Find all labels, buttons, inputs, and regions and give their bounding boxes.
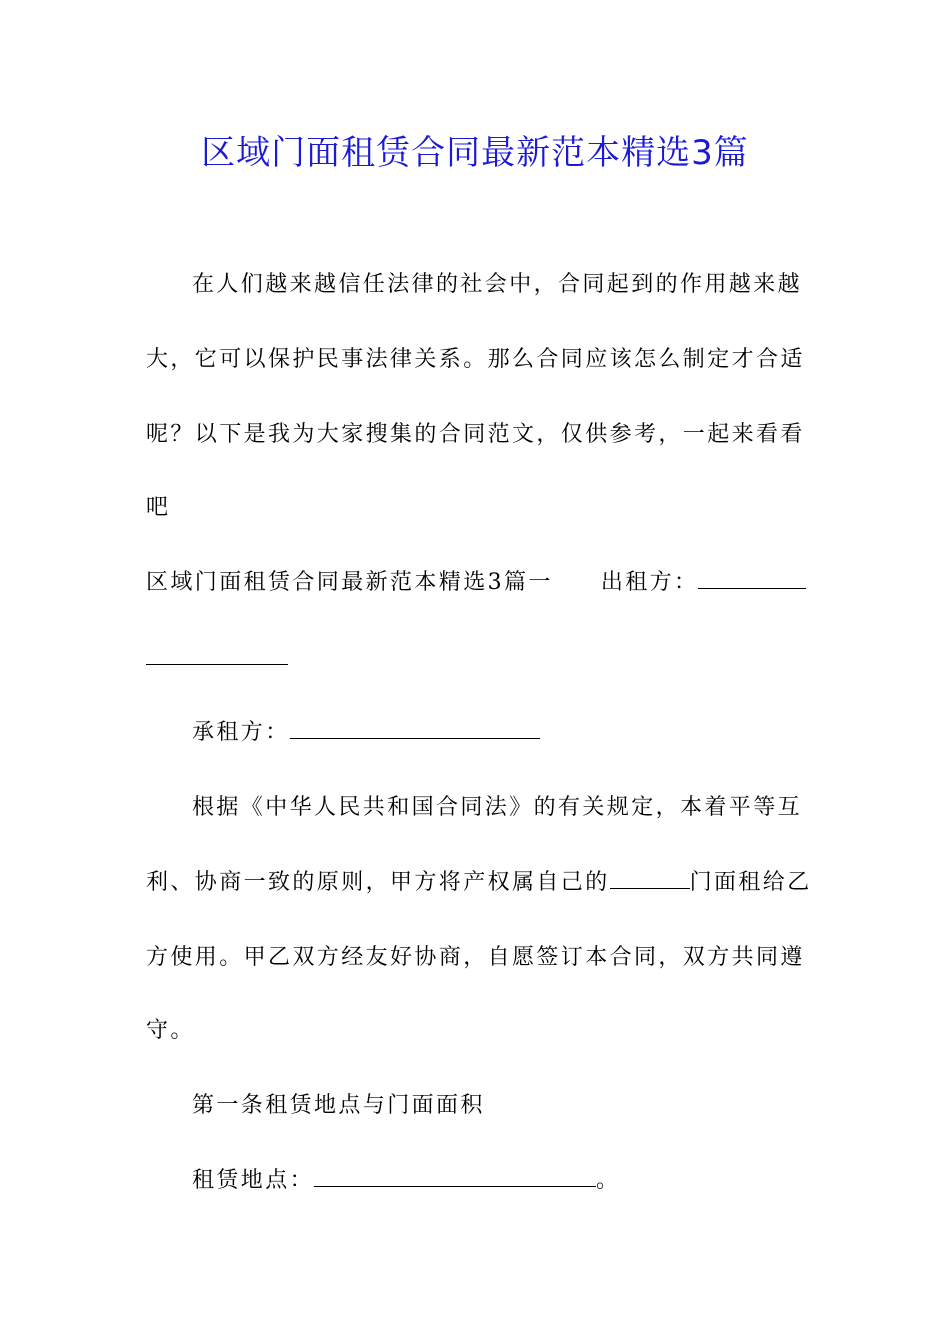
- lessee-blank: [290, 718, 540, 739]
- lessee-row: [192, 716, 540, 750]
- section-heading-row: [146, 566, 806, 600]
- clause-line-2: [146, 866, 812, 900]
- clause-line-1: 根据《中华人民共和国合同法》的有关规定，本着平等互: [192, 795, 803, 820]
- intro-line-2: 大，它可以保护民事法律关系。那么合同应该怎么制定才合适: [146, 347, 805, 372]
- intro-line-4: 吧: [146, 495, 171, 520]
- location-label: 租赁地点：: [192, 1168, 315, 1193]
- section-heading: 区域门面租赁合同最新范本精选3篇一: [146, 570, 553, 595]
- clause-line-2-b: 门面租给乙: [689, 870, 812, 895]
- clause-line-3: 方使用。甲乙双方经友好协商，自愿签订本合同，双方共同遵: [146, 945, 805, 970]
- location-end: 。: [596, 1168, 621, 1193]
- clause-line-2-a: 利、协商一致的原则，甲方将产权属自己的: [146, 870, 610, 895]
- clause-line-4: 守。: [146, 1018, 195, 1043]
- document-title: 区域门面租赁合同最新范本精选3篇: [201, 133, 749, 173]
- intro-line-3: 呢？以下是我为大家搜集的合同范文，仅供参考，一起来看看: [146, 422, 805, 447]
- location-row: [192, 1164, 620, 1198]
- lessee-label: 承租方：: [192, 720, 290, 745]
- lessor-blank: [698, 568, 806, 589]
- intro-line-1: 在人们越来越信任法律的社会中，合同起到的作用越来越: [192, 272, 803, 297]
- lessor-blank-continued: [146, 664, 288, 665]
- lessor-label: 出租方：: [600, 570, 699, 595]
- location-blank: [314, 1166, 596, 1187]
- article-1-heading: 第一条租赁地点与门面面积: [192, 1093, 485, 1118]
- property-blank: [610, 868, 690, 889]
